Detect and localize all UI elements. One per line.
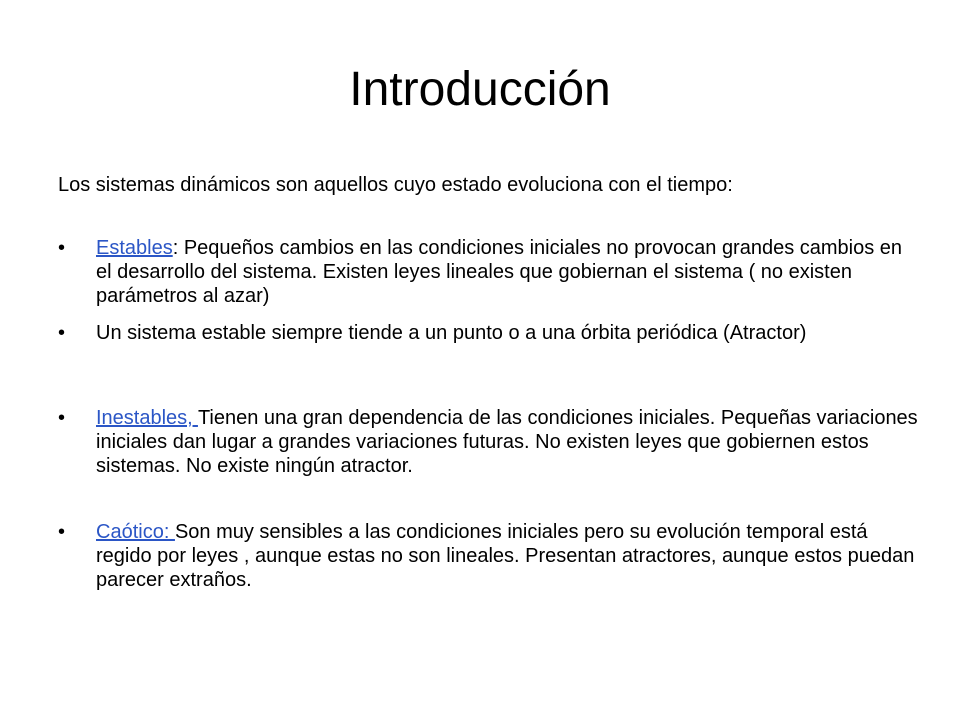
intro-text: Los sistemas dinámicos son aquellos cuyo estado evoluciona con el tiempo: [58,174,733,196]
bullet-text [96,406,918,478]
inestables-link[interactable]: Inestables, [96,407,198,429]
bullet-atractor [58,321,918,345]
bullet-body: Son muy sensibles a las condiciones iniciales pero su evolución temporal está regido por leyes , aunque estas no son lineales. Presentan atractores, aunque estos puedan parecer extraños. [96,521,915,591]
estables-link[interactable]: Estables [96,237,173,259]
bullet-dot-icon: • [58,407,66,429]
slide-title: Introducción [349,63,611,116]
bullet-dot-icon: • [58,237,66,259]
bullet-body: Tienen una gran dependencia de las condiciones iniciales. Pequeñas variaciones iniciales dan lugar a grandes variaciones futuras. No existen leyes que gobiernen estos sistemas. No existe ningún atractor. [96,407,918,477]
bullet-dot-icon: • [58,322,66,344]
caotico-link[interactable]: Caótico: [96,521,175,543]
bullet-text [96,236,918,308]
bullet-body: Un sistema estable siempre tiende a un punto o a una órbita periódica (Atractor) [96,322,807,344]
bullet-body: : Pequeños cambios en las condiciones iniciales no provocan grandes cambios en el desarrollo del sistema. Existen leyes lineales que gobiernan el sistema ( no existen parámetros al azar) [96,237,903,307]
bullet-dot-icon: • [58,521,66,543]
bullet-caotico [58,520,918,592]
bullet-estables [58,236,918,308]
bullet-inestables [58,406,918,478]
bullet-text [96,520,918,592]
